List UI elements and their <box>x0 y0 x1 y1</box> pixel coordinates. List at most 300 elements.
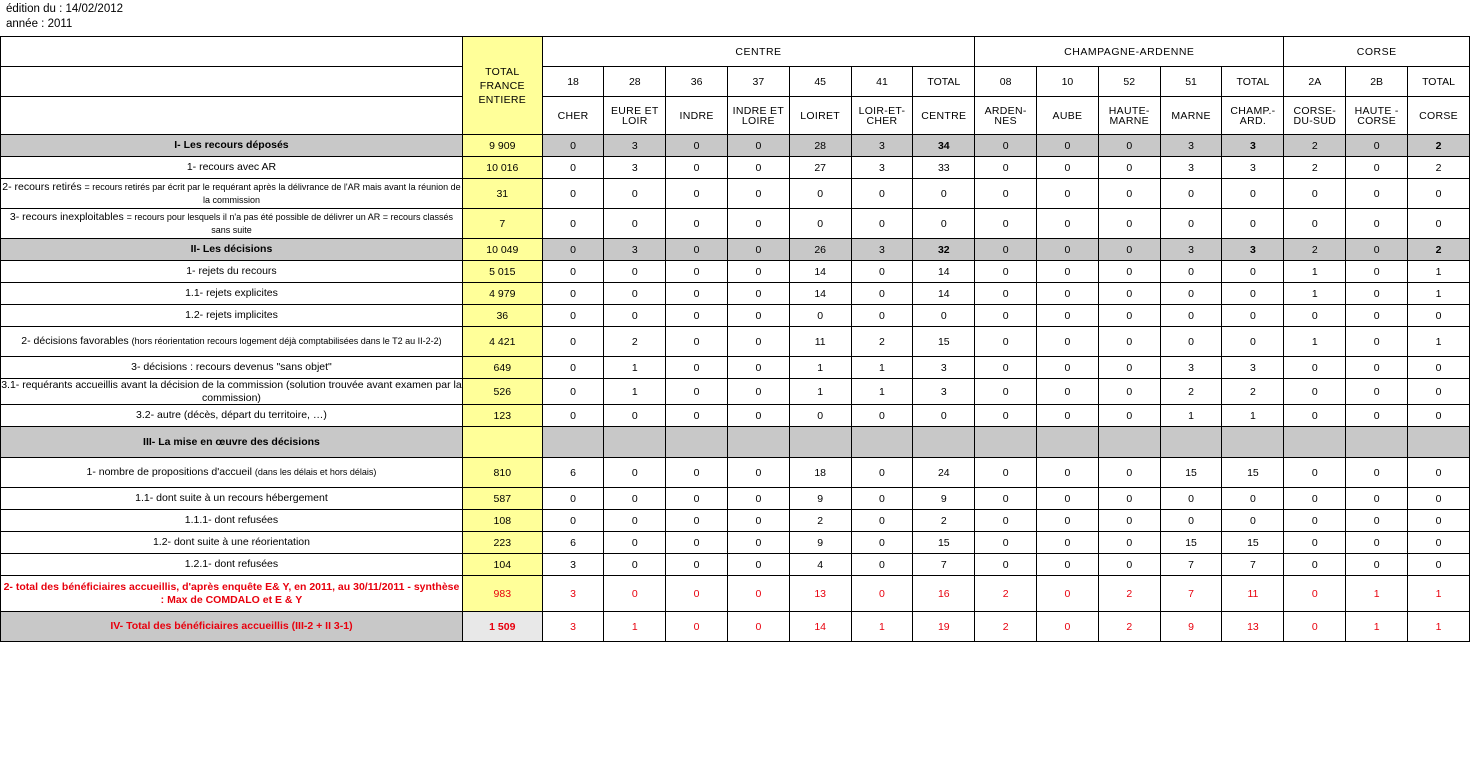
header-code-10: 10 <box>1037 67 1099 97</box>
cell-value: 0 <box>851 305 913 327</box>
cell-value: 0 <box>1037 327 1099 357</box>
cell-value: 0 <box>1098 488 1160 510</box>
cell-value: 3 <box>604 157 666 179</box>
cell-value: 0 <box>1037 405 1099 427</box>
cell-value: 0 <box>975 209 1037 239</box>
cell-value: 2 <box>1160 379 1222 405</box>
cell-value: 2 <box>1284 135 1346 157</box>
cell-value: 0 <box>1037 179 1099 209</box>
table-container <box>0 36 1470 642</box>
row-label: 3- décisions : recours devenus "sans objet" <box>1 357 463 379</box>
cell-value: 0 <box>1037 576 1099 612</box>
cell-value: 0 <box>1346 405 1408 427</box>
cell-value: 0 <box>1098 357 1160 379</box>
cell-value: 0 <box>727 239 789 261</box>
cell-value: 1 <box>1160 405 1222 427</box>
cell-subtotal: 7 <box>913 554 975 576</box>
table-row <box>1 510 1470 532</box>
cell-value: 0 <box>1284 532 1346 554</box>
cell-value: 0 <box>1284 612 1346 642</box>
cell-total-france: 810 <box>462 458 542 488</box>
cell-subtotal: 0 <box>1222 179 1284 209</box>
cell-value: 0 <box>851 532 913 554</box>
cell-subtotal: 16 <box>913 576 975 612</box>
cell-total-france: 649 <box>462 357 542 379</box>
cell-total-france: 5 015 <box>462 261 542 283</box>
row-label: 1.1- rejets explicites <box>1 283 463 305</box>
cell-value: 2 <box>851 327 913 357</box>
row-label: 2- total des bénéficiaires accueillis, d'après enquête E& Y, en 2011, au 30/11/2011 - synthèse : Max de COMDALO et E & Y <box>1 576 463 612</box>
cell-value: 0 <box>727 458 789 488</box>
cell-value <box>789 427 851 458</box>
row-label: I- Les recours déposés <box>1 135 463 157</box>
cell-subtotal: 0 <box>1408 357 1470 379</box>
cell-subtotal: 1 <box>1222 405 1284 427</box>
cell-value: 3 <box>1160 135 1222 157</box>
cell-total-france: 223 <box>462 532 542 554</box>
cell-subtotal: 11 <box>1222 576 1284 612</box>
cell-total-france: 983 <box>462 576 542 612</box>
cell-value: 0 <box>1284 379 1346 405</box>
row-label: 1.2- rejets implicites <box>1 305 463 327</box>
cell-value: 0 <box>975 239 1037 261</box>
cell-value: 0 <box>1098 239 1160 261</box>
cell-value: 0 <box>1098 532 1160 554</box>
header-code-37: 37 <box>727 67 789 97</box>
cell-value: 0 <box>1346 157 1408 179</box>
cell-total-france: 104 <box>462 554 542 576</box>
cell-subtotal: 0 <box>1222 488 1284 510</box>
cell-value: 0 <box>604 261 666 283</box>
cell-value: 0 <box>1346 488 1408 510</box>
cell-total-france: 587 <box>462 488 542 510</box>
cell-value: 0 <box>1037 261 1099 283</box>
header-corner-blank-3 <box>1 97 463 135</box>
cell-value: 0 <box>666 239 728 261</box>
cell-value: 0 <box>727 283 789 305</box>
cell-total-france <box>462 427 542 458</box>
header-name-indre-et-loire: INDRE ET LOIRE <box>727 97 789 135</box>
cell-subtotal: 15 <box>913 327 975 357</box>
cell-value: 0 <box>851 576 913 612</box>
header-name-loiret: LOIRET <box>789 97 851 135</box>
table-row <box>1 179 1470 209</box>
cell-value: 1 <box>1284 283 1346 305</box>
cell-value: 0 <box>1346 209 1408 239</box>
cell-value: 0 <box>789 305 851 327</box>
cell-value: 0 <box>1284 405 1346 427</box>
cell-value: 0 <box>727 209 789 239</box>
cell-value: 0 <box>851 179 913 209</box>
table-row <box>1 612 1470 642</box>
cell-value: 0 <box>851 209 913 239</box>
row-label: III- La mise en œuvre des décisions <box>1 427 463 458</box>
cell-value: 0 <box>1037 510 1099 532</box>
cell-subtotal: 13 <box>1222 612 1284 642</box>
cell-value: 0 <box>1346 283 1408 305</box>
annee: année : 2011 <box>6 18 73 30</box>
header-code-08: 08 <box>975 67 1037 97</box>
cell-value: 0 <box>666 379 728 405</box>
header-code-total-centre: TOTAL <box>913 67 975 97</box>
cell-subtotal: 34 <box>913 135 975 157</box>
cell-subtotal: 24 <box>913 458 975 488</box>
cell-value: 0 <box>1284 576 1346 612</box>
cell-value: 0 <box>1098 283 1160 305</box>
cell-value: 0 <box>1098 305 1160 327</box>
cell-value: 0 <box>1160 488 1222 510</box>
table-row <box>1 379 1470 405</box>
row-label: 3.2- autre (décès, départ du territoire, …) <box>1 405 463 427</box>
table-row <box>1 305 1470 327</box>
table-row <box>1 327 1470 357</box>
cell-value: 0 <box>1037 135 1099 157</box>
cell-value <box>1037 427 1099 458</box>
cell-value: 0 <box>604 283 666 305</box>
table-row <box>1 357 1470 379</box>
cell-value: 0 <box>727 157 789 179</box>
cell-value: 3 <box>542 554 604 576</box>
row-label-note: = recours retirés par écrit par le requérant après la délivrance de l'AR mais avant la réunion de la commission <box>84 182 461 205</box>
cell-value: 0 <box>1284 305 1346 327</box>
cell-value: 13 <box>789 576 851 612</box>
cell-value: 2 <box>1098 576 1160 612</box>
table-row <box>1 458 1470 488</box>
cell-value: 0 <box>975 357 1037 379</box>
cell-value: 18 <box>789 458 851 488</box>
cell-value: 1 <box>789 357 851 379</box>
cell-value: 0 <box>1037 532 1099 554</box>
cell-value: 0 <box>727 488 789 510</box>
cell-subtotal: 0 <box>1222 327 1284 357</box>
cell-subtotal: 0 <box>913 405 975 427</box>
cell-value: 0 <box>666 261 728 283</box>
cell-value: 3 <box>604 135 666 157</box>
header-name-corse-du-sud: CORSE-DU-SUD <box>1284 97 1346 135</box>
cell-subtotal <box>1222 427 1284 458</box>
cell-value: 14 <box>789 612 851 642</box>
header-code-28: 28 <box>604 67 666 97</box>
cell-value: 0 <box>542 510 604 532</box>
cell-subtotal: 15 <box>1222 532 1284 554</box>
cell-subtotal: 7 <box>1222 554 1284 576</box>
cell-value: 1 <box>1346 612 1408 642</box>
cell-value: 0 <box>1346 458 1408 488</box>
cell-value: 0 <box>851 283 913 305</box>
cell-subtotal: 0 <box>1408 179 1470 209</box>
cell-value: 9 <box>789 532 851 554</box>
cell-value: 0 <box>1346 135 1408 157</box>
cell-subtotal: 19 <box>913 612 975 642</box>
row-label: 1.1- dont suite à un recours hébergement <box>1 488 463 510</box>
row-label-note: (dans les délais et hors délais) <box>254 467 377 478</box>
cell-value: 0 <box>604 458 666 488</box>
cell-value: 0 <box>666 305 728 327</box>
cell-value: 0 <box>727 554 789 576</box>
cell-value: 26 <box>789 239 851 261</box>
cell-total-france: 123 <box>462 405 542 427</box>
cell-subtotal: 0 <box>1408 379 1470 405</box>
header-name-marne: MARNE <box>1160 97 1222 135</box>
cell-subtotal: 1 <box>1408 576 1470 612</box>
table-row <box>1 427 1470 458</box>
cell-subtotal: 2 <box>1222 379 1284 405</box>
cell-total-france: 108 <box>462 510 542 532</box>
cell-value <box>851 427 913 458</box>
cell-value: 0 <box>1160 327 1222 357</box>
cell-subtotal: 1 <box>1408 283 1470 305</box>
cell-subtotal: 0 <box>1408 305 1470 327</box>
cell-value: 0 <box>666 612 728 642</box>
cell-subtotal: 0 <box>1408 554 1470 576</box>
cell-value: 0 <box>1346 532 1408 554</box>
cell-value: 0 <box>1037 357 1099 379</box>
row-label-note: = recours pour lesquels il n'a pas été possible de délivrer un AR = recours classés sans suite <box>126 212 454 235</box>
cell-value: 0 <box>975 135 1037 157</box>
cell-value: 0 <box>789 405 851 427</box>
cell-total-france: 4 421 <box>462 327 542 357</box>
cell-value: 0 <box>727 305 789 327</box>
cell-value: 0 <box>1037 239 1099 261</box>
cell-value: 0 <box>851 510 913 532</box>
cell-total-france: 4 979 <box>462 283 542 305</box>
row-label: 3- recours inexploitables = recours pour lesquels il n'a pas été possible de délivrer un AR = recours classés sans suite <box>1 209 463 239</box>
table-row <box>1 283 1470 305</box>
header-group-champagne-ardenne: CHAMPAGNE-ARDENNE <box>975 37 1284 67</box>
cell-value: 0 <box>975 327 1037 357</box>
cell-subtotal: 0 <box>1222 510 1284 532</box>
cell-value: 9 <box>1160 612 1222 642</box>
header-name-haute-marne: HAUTE-MARNE <box>1098 97 1160 135</box>
cell-value: 0 <box>542 179 604 209</box>
header-name-indre: INDRE <box>666 97 728 135</box>
cell-subtotal: 1 <box>1408 261 1470 283</box>
cell-value: 0 <box>1160 305 1222 327</box>
header-row-codes <box>1 67 1470 97</box>
cell-value: 0 <box>727 135 789 157</box>
cell-value: 0 <box>1346 379 1408 405</box>
cell-value: 0 <box>975 405 1037 427</box>
row-label-note: (hors réorientation recours logement déjà comptabilisées dans le T2 au II-2-2) <box>131 336 442 347</box>
cell-value <box>727 427 789 458</box>
cell-value: 0 <box>1098 554 1160 576</box>
cell-value: 0 <box>666 532 728 554</box>
header-name-centre: CENTRE <box>913 97 975 135</box>
header-name-loir-et-cher: LOIR-ET-CHER <box>851 97 913 135</box>
table-header <box>1 37 1470 135</box>
cell-value: 9 <box>789 488 851 510</box>
cell-total-france: 36 <box>462 305 542 327</box>
cell-value: 0 <box>604 305 666 327</box>
header-row-names <box>1 97 1470 135</box>
cell-value: 0 <box>975 379 1037 405</box>
header-name-aube: AUBE <box>1037 97 1099 135</box>
cell-value: 27 <box>789 157 851 179</box>
cell-value: 0 <box>666 488 728 510</box>
cell-value: 0 <box>666 135 728 157</box>
cell-subtotal: 14 <box>913 283 975 305</box>
table-row <box>1 261 1470 283</box>
cell-value: 3 <box>851 239 913 261</box>
cell-value: 0 <box>1160 179 1222 209</box>
cell-value: 14 <box>789 283 851 305</box>
cell-subtotal <box>913 427 975 458</box>
cell-value: 0 <box>666 179 728 209</box>
header-code-total-champ: TOTAL <box>1222 67 1284 97</box>
header-code-51: 51 <box>1160 67 1222 97</box>
cell-value <box>1098 427 1160 458</box>
cell-value: 0 <box>1037 305 1099 327</box>
cell-value: 0 <box>1098 327 1160 357</box>
cell-value: 0 <box>975 179 1037 209</box>
cell-value: 0 <box>975 261 1037 283</box>
cell-value: 0 <box>851 458 913 488</box>
header-code-18: 18 <box>542 67 604 97</box>
cell-value: 0 <box>975 488 1037 510</box>
cell-subtotal: 3 <box>1222 157 1284 179</box>
cell-value: 1 <box>1346 576 1408 612</box>
cell-subtotal: 0 <box>1408 405 1470 427</box>
cell-value: 0 <box>1098 135 1160 157</box>
cell-value: 0 <box>1098 157 1160 179</box>
cell-value: 0 <box>604 488 666 510</box>
cell-subtotal: 1 <box>1408 327 1470 357</box>
cell-value: 0 <box>1098 379 1160 405</box>
cell-value: 2 <box>1284 239 1346 261</box>
cell-subtotal: 0 <box>913 209 975 239</box>
cell-value: 0 <box>542 405 604 427</box>
cell-value: 0 <box>975 283 1037 305</box>
cell-value: 1 <box>851 612 913 642</box>
header-code-2b: 2B <box>1346 67 1408 97</box>
statistics-table <box>0 36 1470 642</box>
cell-subtotal: 0 <box>1222 283 1284 305</box>
cell-value: 0 <box>666 283 728 305</box>
cell-value: 4 <box>789 554 851 576</box>
cell-value: 0 <box>1098 209 1160 239</box>
cell-value: 15 <box>1160 532 1222 554</box>
table-row <box>1 239 1470 261</box>
cell-value: 0 <box>851 554 913 576</box>
cell-subtotal: 0 <box>1222 261 1284 283</box>
cell-value: 0 <box>542 379 604 405</box>
cell-subtotal: 33 <box>913 157 975 179</box>
cell-value: 0 <box>975 554 1037 576</box>
cell-total-france: 1 509 <box>462 612 542 642</box>
cell-value: 0 <box>727 612 789 642</box>
cell-value: 0 <box>542 209 604 239</box>
cell-value: 0 <box>542 488 604 510</box>
table-row <box>1 488 1470 510</box>
cell-value: 28 <box>789 135 851 157</box>
cell-value: 0 <box>1098 405 1160 427</box>
cell-value: 0 <box>1037 283 1099 305</box>
cell-value: 0 <box>1284 488 1346 510</box>
header-name-champ-ard: CHAMP.-ARD. <box>1222 97 1284 135</box>
header-corner-blank-2 <box>1 67 463 97</box>
table-row <box>1 209 1470 239</box>
table-row <box>1 576 1470 612</box>
table-body <box>1 135 1470 642</box>
cell-value <box>1346 427 1408 458</box>
row-label: 1.2- dont suite à une réorientation <box>1 532 463 554</box>
cell-value: 2 <box>1098 612 1160 642</box>
cell-value: 0 <box>727 379 789 405</box>
cell-value: 1 <box>604 357 666 379</box>
cell-value: 0 <box>1037 554 1099 576</box>
cell-value: 0 <box>1037 379 1099 405</box>
header-total-france: TOTAL FRANCE ENTIERE <box>462 37 542 135</box>
cell-subtotal: 9 <box>913 488 975 510</box>
cell-value: 0 <box>727 510 789 532</box>
cell-subtotal: 0 <box>1408 488 1470 510</box>
cell-value: 0 <box>851 405 913 427</box>
header-code-41: 41 <box>851 67 913 97</box>
row-label: 3.1- requérants accueillis avant la décision de la commission (solution trouvée avant examen par la commission) <box>1 379 462 404</box>
cell-value: 0 <box>975 305 1037 327</box>
cell-value: 6 <box>542 458 604 488</box>
cell-value: 0 <box>1037 458 1099 488</box>
cell-subtotal: 2 <box>1408 135 1470 157</box>
cell-value: 0 <box>1037 612 1099 642</box>
cell-value: 0 <box>604 532 666 554</box>
cell-value: 0 <box>542 327 604 357</box>
cell-value: 0 <box>604 510 666 532</box>
cell-value: 0 <box>1346 327 1408 357</box>
cell-value: 0 <box>727 405 789 427</box>
cell-value: 3 <box>1160 157 1222 179</box>
cell-subtotal: 14 <box>913 261 975 283</box>
cell-value: 0 <box>1160 510 1222 532</box>
cell-value <box>666 427 728 458</box>
header-group-corse: CORSE <box>1284 37 1470 67</box>
cell-value <box>975 427 1037 458</box>
cell-value: 0 <box>1160 283 1222 305</box>
cell-value: 0 <box>1037 157 1099 179</box>
cell-value: 0 <box>1037 488 1099 510</box>
cell-value: 0 <box>789 179 851 209</box>
cell-value: 1 <box>851 379 913 405</box>
cell-value: 0 <box>727 532 789 554</box>
cell-value <box>1160 427 1222 458</box>
cell-value <box>604 427 666 458</box>
cell-value: 0 <box>542 157 604 179</box>
cell-subtotal: 3 <box>1222 239 1284 261</box>
cell-value: 0 <box>666 510 728 532</box>
cell-value: 0 <box>1284 554 1346 576</box>
table-row <box>1 157 1470 179</box>
cell-value: 0 <box>1346 554 1408 576</box>
cell-value: 0 <box>666 458 728 488</box>
cell-value: 0 <box>666 209 728 239</box>
cell-value: 0 <box>666 405 728 427</box>
cell-total-france: 10 016 <box>462 157 542 179</box>
cell-value: 7 <box>1160 554 1222 576</box>
cell-subtotal: 32 <box>913 239 975 261</box>
cell-value: 0 <box>1037 209 1099 239</box>
header-code-2a: 2A <box>1284 67 1346 97</box>
cell-value: 7 <box>1160 576 1222 612</box>
cell-value: 0 <box>604 209 666 239</box>
cell-value: 1 <box>1284 327 1346 357</box>
cell-value: 0 <box>1284 357 1346 379</box>
cell-value: 1 <box>789 379 851 405</box>
table-row <box>1 135 1470 157</box>
cell-value: 0 <box>851 261 913 283</box>
row-label: II- Les décisions <box>1 239 463 261</box>
header-name-ardennes: ARDEN-NES <box>975 97 1037 135</box>
cell-value: 11 <box>789 327 851 357</box>
